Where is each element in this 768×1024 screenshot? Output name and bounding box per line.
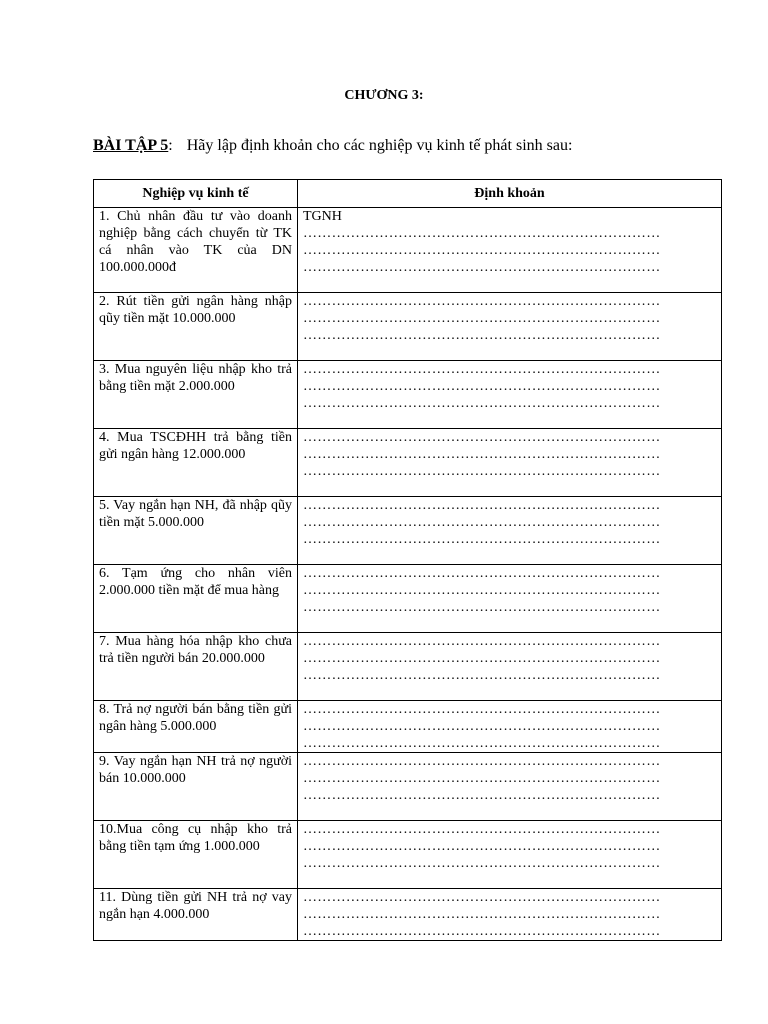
transaction-description: 4. Mua TSCĐHH trả bằng tiền gửi ngân hàng 12.000.000: [94, 429, 298, 497]
exercise-instruction: Hãy lập định khoản cho các nghiệp vụ kinh tế phát sinh sau:: [186, 137, 573, 154]
answer-dotted-line: …………………………………………………………………: [303, 430, 661, 445]
answer-dotted-line: …………………………………………………………………: [303, 890, 661, 905]
answer-dotted-line: …………………………………………………………………: [303, 532, 661, 547]
answer-dotted-line: …………………………………………………………………: [303, 822, 661, 837]
table-row: [94, 889, 722, 941]
table-row: [94, 361, 722, 429]
answer-dotted-line: …………………………………………………………………: [303, 498, 661, 513]
accounting-entries-table: [93, 179, 722, 941]
transaction-description: 2. Rút tiền gửi ngân hàng nhập qũy tiền mặt 10.000.000: [94, 293, 298, 361]
table-row: [94, 753, 722, 821]
prefilled-entry: TGNH: [303, 209, 342, 224]
answer-dotted-line: …………………………………………………………………: [303, 260, 661, 275]
exercise-colon: :: [168, 137, 173, 154]
answer-dotted-line: …………………………………………………………………: [303, 464, 661, 479]
table-row: [94, 701, 722, 753]
answer-dotted-line: …………………………………………………………………: [303, 634, 661, 649]
answer-dotted-line: …………………………………………………………………: [303, 362, 661, 377]
journal-entry-cell[interactable]: [298, 633, 722, 701]
answer-dotted-line: …………………………………………………………………: [303, 754, 661, 769]
journal-entry-cell[interactable]: [298, 429, 722, 497]
journal-entry-cell[interactable]: [298, 293, 722, 361]
journal-entry-cell[interactable]: [298, 361, 722, 429]
transaction-description: 5. Vay ngắn hạn NH, đã nhập qũy tiền mặt 5.000.000: [94, 497, 298, 565]
answer-dotted-line: …………………………………………………………………: [303, 600, 661, 615]
journal-entry-cell[interactable]: [298, 753, 722, 821]
chapter-title: CHƯƠNG 3:: [344, 88, 424, 103]
transaction-description: 6. Tạm ứng cho nhân viên 2.000.000 tiền mặt để mua hàng: [94, 565, 298, 633]
answer-dotted-line: …………………………………………………………………: [303, 311, 661, 326]
transaction-description: 3. Mua nguyên liệu nhập kho trả bằng tiền mặt 2.000.000: [94, 361, 298, 429]
journal-entry-cell[interactable]: [298, 565, 722, 633]
transaction-description: 10.Mua công cụ nhập kho trả bằng tiền tạm ứng 1.000.000: [94, 821, 298, 889]
answer-dotted-line: …………………………………………………………………: [303, 583, 661, 598]
journal-entry-cell[interactable]: [298, 208, 722, 293]
answer-dotted-line: …………………………………………………………………: [303, 668, 661, 683]
table-row: [94, 429, 722, 497]
answer-dotted-line: …………………………………………………………………: [303, 907, 661, 922]
table-row: [94, 293, 722, 361]
answer-dotted-line: …………………………………………………………………: [303, 702, 661, 717]
table-body: [94, 208, 722, 941]
answer-dotted-line: …………………………………………………………………: [303, 839, 661, 854]
transaction-description: 9. Vay ngắn hạn NH trả nợ người bán 10.000.000: [94, 753, 298, 821]
answer-dotted-line: …………………………………………………………………: [303, 771, 661, 786]
transaction-description: 1. Chủ nhân đầu tư vào doanh nghiệp bằng cách chuyển từ TK cá nhân vào TK của DN 100.000.000đ: [94, 208, 298, 293]
answer-dotted-line: …………………………………………………………………: [303, 788, 661, 803]
exercise-heading: [93, 137, 572, 155]
answer-dotted-line: …………………………………………………………………: [303, 243, 661, 258]
answer-dotted-line: …………………………………………………………………: [303, 226, 661, 241]
table-row: [94, 821, 722, 889]
answer-dotted-line: …………………………………………………………………: [303, 447, 661, 462]
answer-dotted-line: …………………………………………………………………: [303, 515, 661, 530]
answer-dotted-line: …………………………………………………………………: [303, 736, 661, 751]
journal-entry-cell[interactable]: [298, 889, 722, 941]
answer-dotted-line: …………………………………………………………………: [303, 294, 661, 309]
answer-dotted-line: …………………………………………………………………: [303, 856, 661, 871]
answer-dotted-line: …………………………………………………………………: [303, 396, 661, 411]
table-row: [94, 565, 722, 633]
header-transactions: Nghiệp vụ kinh tế: [94, 180, 298, 208]
transaction-description: 7. Mua hàng hóa nhập kho chưa trả tiền người bán 20.000.000: [94, 633, 298, 701]
answer-dotted-line: …………………………………………………………………: [303, 924, 661, 939]
answer-dotted-line: …………………………………………………………………: [303, 566, 661, 581]
table-row: [94, 497, 722, 565]
journal-entry-cell[interactable]: [298, 497, 722, 565]
transaction-description: 11. Dùng tiền gửi NH trả nợ vay ngắn hạn 4.000.000: [94, 889, 298, 941]
answer-dotted-line: …………………………………………………………………: [303, 651, 661, 666]
table-header-row: [94, 180, 722, 208]
exercise-label: BÀI TẬP 5: [93, 137, 169, 154]
journal-entry-cell[interactable]: [298, 701, 722, 753]
table-row: [94, 633, 722, 701]
transaction-description: 8. Trả nợ người bán bằng tiền gửi ngân hàng 5.000.000: [94, 701, 298, 753]
header-journal-entries: Định khoản: [298, 180, 722, 208]
answer-dotted-line: …………………………………………………………………: [303, 328, 661, 343]
journal-entry-cell[interactable]: [298, 821, 722, 889]
table-row: [94, 208, 722, 293]
answer-dotted-line: …………………………………………………………………: [303, 719, 661, 734]
answer-dotted-line: …………………………………………………………………: [303, 379, 661, 394]
